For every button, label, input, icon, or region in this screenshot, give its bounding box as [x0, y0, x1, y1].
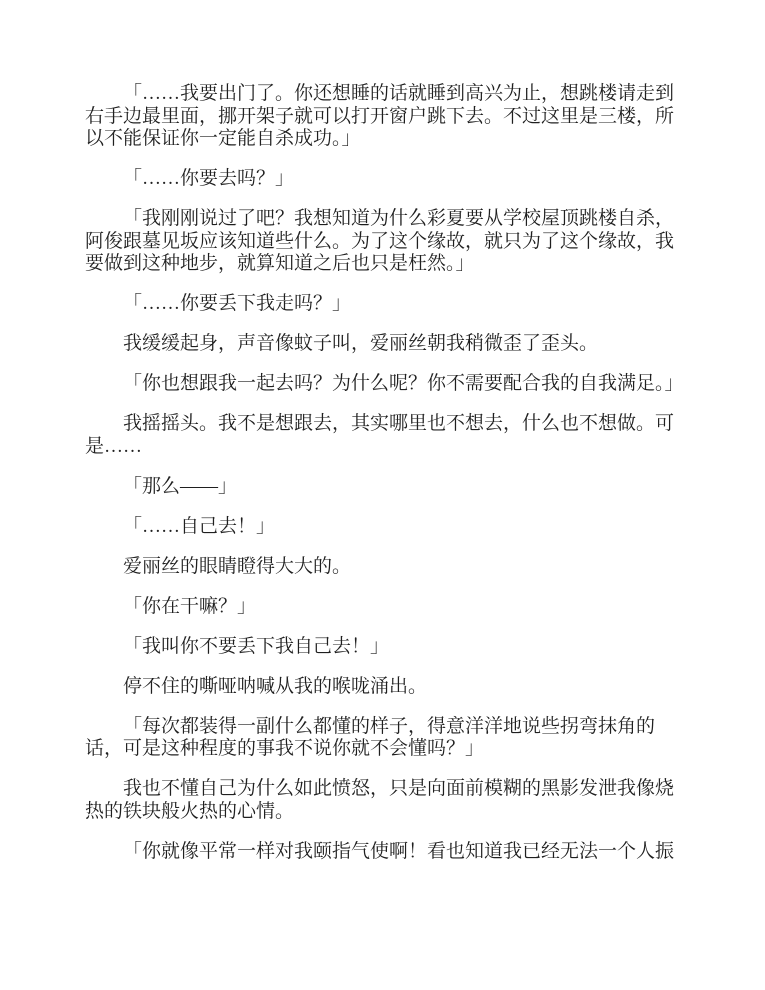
- page-text: [85, 83, 684, 863]
- paragraph: 停不住的嘶哑呐喊从我的喉咙涌出。: [123, 675, 428, 697]
- paragraph: 「……你要丢下我走吗？」: [123, 293, 352, 314]
- paragraph: 「……你要去吗？」: [123, 168, 295, 189]
- paragraph: 「……自己去！」: [123, 515, 276, 537]
- paragraph: 爱丽丝的眼睛瞪得大大的。: [123, 555, 352, 577]
- paragraph: 我缓缓起身，声音像蚊子叫，爱丽丝朝我稍微歪了歪头。: [123, 333, 599, 354]
- paragraph: 我摇摇头。我不是想跟去，其实哪里也不想去，什么也不想做。可是……: [85, 413, 675, 457]
- paragraph: 「我刚刚说过了吧？我想知道为什么彩夏要从学校屋顶跳楼自杀，阿俊跟墓见坂应该知道些什么。为了这个缘故，就只为了这个缘故，我要做到这种地步，就算知道之后也只是枉然。」: [85, 208, 675, 274]
- paragraph: 「……我要出门了。你还想睡的话就睡到高兴为止，想跳楼请走到右手边最里面，挪开架子就可以打开窗户跳下去。不过这里是三楼，所以不能保证你一定能自杀成功。」: [85, 83, 675, 149]
- paragraph: 「那么——」: [123, 475, 238, 497]
- paragraph: 「我叫你不要丢下我自己去！」: [123, 635, 390, 657]
- paragraph: 我也不懂自己为什么如此愤怒，只是向面前模糊的黑影发泄我像烧热的铁块般火热的心情。: [85, 778, 675, 822]
- paragraph: 「你也想跟我一起去吗？为什么呢？你不需要配合我的自我满足。」: [123, 373, 684, 394]
- paragraph: 「你就像平常一样对我颐指气使啊！看也知道我已经无法一个人振: [123, 840, 675, 862]
- paragraph: 「每次都装得一副什么都懂的样子，得意洋洋地说些拐弯抹角的话，可是这种程度的事我不说你就不会懂吗？」: [85, 715, 656, 759]
- paragraph: 「你在干嘛？」: [123, 595, 257, 617]
